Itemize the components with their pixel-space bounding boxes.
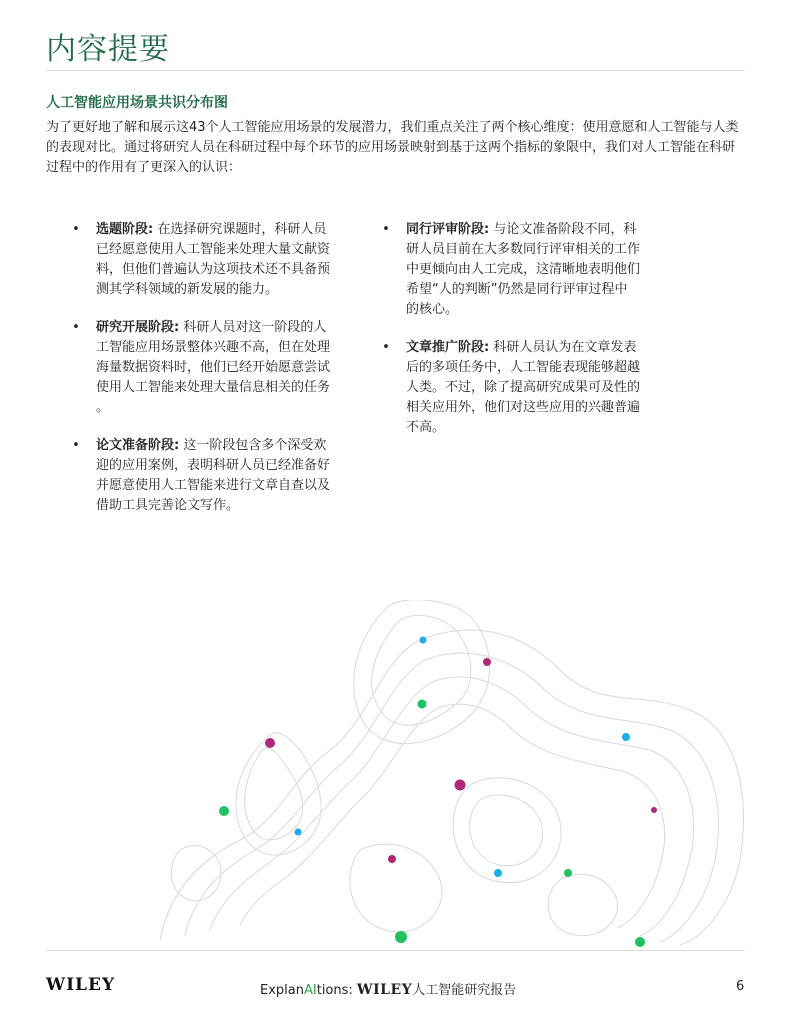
contour-line <box>171 846 221 901</box>
dot-green <box>219 806 229 816</box>
list-item <box>70 220 330 300</box>
bullet: • <box>72 438 80 453</box>
contour-line <box>210 677 694 936</box>
bottom-divider <box>46 950 745 951</box>
item-term: 选题阶段: <box>96 222 154 237</box>
dot-green <box>418 700 427 709</box>
bullet: • <box>72 320 80 335</box>
dot-magenta <box>483 658 491 666</box>
dot-green <box>564 869 572 877</box>
list-item <box>70 318 330 418</box>
page-number: 6 <box>736 979 745 994</box>
list-item <box>380 220 640 320</box>
item-text: 这一阶段包含多个深受欢迎的应用案例，表明科研人员已经准备好并愿意使用人工智能来进行文章自查以及借助工具完善论文写作。 <box>96 438 331 513</box>
dot-blue <box>622 733 630 741</box>
contour-line <box>470 795 543 866</box>
contour-line <box>236 733 321 855</box>
page-title: 内容提要 <box>46 32 170 67</box>
report-prefix: Explan <box>260 983 304 998</box>
item-term: 文章推广阶段: <box>406 340 490 355</box>
report-cn: 人工智能研究报告 <box>412 983 517 998</box>
contour-line <box>240 704 665 928</box>
report-brand: WILEY <box>356 982 413 998</box>
dot-magenta <box>455 780 466 791</box>
report-title <box>260 979 516 998</box>
contour-line <box>548 874 618 936</box>
contour-line <box>185 653 719 942</box>
dot-blue <box>295 829 302 836</box>
dot-green <box>635 937 645 947</box>
right-column <box>380 220 640 456</box>
contour-line <box>372 615 471 725</box>
item-term: 论文准备阶段: <box>96 438 180 453</box>
dot-magenta <box>651 807 657 813</box>
item-term: 同行评审阶段: <box>406 222 490 237</box>
dot-blue <box>420 637 427 644</box>
left-column <box>70 220 330 534</box>
dot-green <box>395 931 407 943</box>
list-item <box>380 338 640 438</box>
top-divider <box>46 70 745 71</box>
bullet: • <box>72 222 80 237</box>
wiley-logo: WILEY <box>46 975 116 995</box>
dot-magenta <box>265 738 275 748</box>
dot-magenta <box>388 855 396 863</box>
contour-line <box>245 748 303 840</box>
item-text: 科研人员认为在文章发表后的多项任务中，人工智能表现能够超越人类。不过，除了提高研究成果可及性的相关应用外，他们对这些应用的兴趣普遍不高。 <box>406 340 641 435</box>
list-item <box>70 436 330 516</box>
contour-line <box>350 844 442 932</box>
item-term: 研究开展阶段: <box>96 320 180 335</box>
item-text: 科研人员对这一阶段的人工智能应用场景整体兴趣不高，但在处理海量数据资料时，他们已经开始愿意尝试使用人工智能来处理大量信息相关的任务 。 <box>96 320 331 415</box>
item-text: 在选择研究课题时，科研人员已经愿意使用人工智能来处理大量文献资料，但他们普遍认为这项技术还不具备预测其学科领域的新发展的能力。 <box>96 222 331 297</box>
item-text: 与论文准备阶段不同，科研人员目前在大多数同行评审相关的工作中更倾向由人工完成，这清晰地表明他们希望“人的判断”仍然是同行评审过程中的核心。 <box>406 222 641 317</box>
contour-decoration <box>0 600 791 950</box>
report-suffix: tions: <box>316 983 357 998</box>
report-ai: AI <box>303 983 317 998</box>
bullet: • <box>382 340 390 355</box>
dot-blue <box>494 869 502 877</box>
intro-paragraph: 为了更好地了解和展示这43个人工智能应用场景的发展潜力，我们重点关注了两个核心维度：使用意愿和人工智能与人类的表现对比。通过将研究人员在科研过程中每个环节的应用场景映射到基于这两个指标的象限中，我们对人工智能在科研过程中的作用有了更深入的认识： <box>46 120 739 175</box>
bullet: • <box>382 222 390 237</box>
section-heading: 人工智能应用场景共识分布图 <box>46 95 228 111</box>
